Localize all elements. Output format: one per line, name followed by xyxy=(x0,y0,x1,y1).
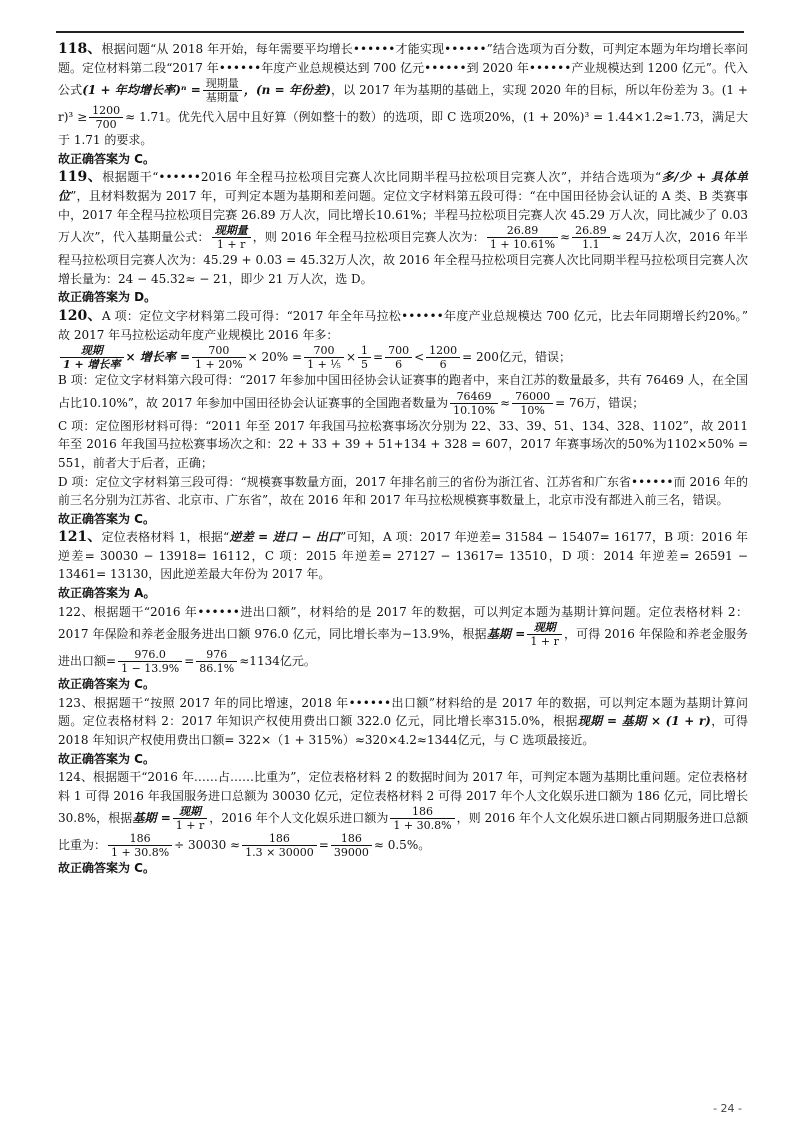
answer-line: 故正确答案为 C。 xyxy=(58,151,155,166)
fraction: $\frac{186}{1.3 \times 30000}$ xyxy=(242,832,317,859)
fraction: $\frac{700}{1 + 20\%}$ xyxy=(192,344,246,371)
question-119: 119、根据题干“••••••2016 年全程马拉松项目完赛人次比同期半程马拉松项目完赛人次”，并结合选项为“多/少 + 具体单位”，且材料数据为 2017 年，可判定本题为基期和差问题。定位文字材料第五段可得：“在中国田径协会认证的 A 类、B 类赛事中，2017 年全程马拉松项目完赛 26.89 万人次，同比增长10.61%；半程马拉松项目完赛人次 45.29 万人次，同比减少了 0.03 万人次”，代入基期量公式： $\frac{\text{现期量}}{1 + r}$ ，则 2016 年全程马拉松项目完赛人次为： $\frac{26.89}{1 + 10.61\%}$ ≈ $\frac{26.89}{1.1}$ ≈ 24万人次，2016 年半程马拉松项目完赛人次为：45.29 + 0.03 = 45.32万人次，故 2016 年全程马拉松项目完赛人次比同期半程马拉松项目完赛人次增长量为：24 − 45.32≈ − 21，即少 21 万人次，选 D。 xyxy=(58,169,749,286)
question-123: 123、根据题干“按照 2017 年的同比增速，2018 年••••••出口额”材料给的是 2017 年的数据，可以判定本题为基期计算问题。定位表格材料 2：2017 年知识产权使用费出口额 322.0 亿元，同比增长率315.0%，根据现期 = 基期 × (1 + r)，可得 2018 年知识产权使用费出口额= 322×（1 + 315%）≈320×4.2≈1344亿元，与 C 选项最接近。 xyxy=(58,695,748,748)
question-118: 118、根据问题“从 2018 年开始，每年需要平均增长••••••才能实现••••••”结合选项为百分数，可判定本题为年均增长率问题。定位材料第二段“2017 年••••••年度产业总规模达到 700 亿元••••••到 2020 年••••••产业规模达到 1200 亿元”。代入公式(1 + 年均增长率)ⁿ = $\frac{\text{现期量}}{\text{基期量}}$ ，(n = 年份差)，以 2017 年为基期的基础上，实现 2020 年的目标，所以年份差为 3。(1 + r)³ ≥ $\frac{1200}{700}$ ≈ 1.71。优先代入居中且好算（例如整十的数）的选项，即 C 选项20%，(1 + 20%)³ = 1.44×1.2≈1.73，满足大于 1.71 的要求。 xyxy=(58,41,748,148)
question-120-a: 120、A 项：定位文字材料第二段可得：“2017 年全年马拉松••••••年度产业总规模达 700 亿元，比去年同期增长约20%。” 故 2017 年马拉松运动年度产业规模比 2016 年多： $\frac{\text{现期}}{\text{1 + 增长率}}$ × 增长率 = $\frac{700}{1 + 20\%}$ × 20% = $\frac{700}{\text{1 + ⅕}}$ × $\frac{1}{5}$ = $\frac{700}{6}$ < $\frac{1200}{6}$ = 200亿元，错误； xyxy=(58,307,760,372)
question-120-d: D 项：定位文字材料第三段可得：“规模赛事数量方面，2017 年排名前三的省份为浙江省、江苏省和广东省••••••而 2016 年的前三名分别为江苏省、北京市、广东省”，故在 2016 年和 2017 年马拉松规模赛事数量上，北京市没有都进入前三名，错误。 xyxy=(58,474,748,508)
question-number: 118、 xyxy=(58,41,102,57)
question-120-c: C 项：定位图形材料可得：“2011 年至 2017 年我国马拉松赛事场次分别为 22、33、39、51、134、328、1102”，故 2011 年至 2016 年我国马拉松赛事场次之和：22 + 33 + 39 + 51+134 + 328 = 607，2017 年赛事场次的50%为1102×50% = 551，前者大于后者，正确； xyxy=(58,418,749,470)
fraction: $\frac{\text{现期}}{\text{1 + 增长率}}$ xyxy=(60,344,124,371)
fraction: $\frac{186}{39000}$ xyxy=(331,832,372,859)
fraction: $\frac{976.0}{1 - 13.9\%}$ xyxy=(118,648,182,675)
fraction: $\frac{1200}{700}$ xyxy=(89,104,123,131)
fraction: $\frac{\text{现期}}{1 + r}$ xyxy=(527,621,561,648)
fraction: $\frac{976}{86.1\%}$ xyxy=(196,648,237,675)
answer-line: 故正确答案为 C。 xyxy=(58,677,155,692)
header-rule xyxy=(56,31,744,33)
question-122: 122、根据题干“2016 年••••••进出口额”，材料给的是 2017 年的数据，可以判定本题为基期计算问题。定位表格材料 2：2017 年保险和养老金服务进出口额 976.0 亿元，同比增长率为−13.9%，根据基期 = $\frac{\text{现期}}{1 + r}$ ，可得 2016 年保险和养老金服务进出口额= $\frac{976.0}{1 - 13.9\%}$ = $\frac{976}{86.1\%}$ ≈1134亿元。 xyxy=(58,604,748,676)
answer-line: 故正确答案为 A。 xyxy=(58,586,156,601)
page-number: - 24 - xyxy=(713,1102,742,1115)
fraction: $\frac{1}{5}$ xyxy=(358,344,371,371)
answer-line: 故正确答案为 C。 xyxy=(58,751,155,766)
answer-line: 故正确答案为 C。 xyxy=(58,861,155,876)
question-121: 121、定位表格材料 1，根据“逆差 = 进口 − 出口”可知，A 项：2017 年逆差= 31584 − 15407= 16177，B 项：2016 年逆差= 30030 − 13918= 16112，C 项：2015 年逆差= 27127 − 13617= 13510，D 项：2014 年逆差= 26591 − 13461= 13130，因此逆差最大年份为 2017 年。 xyxy=(58,529,748,582)
fraction: $\frac{700}{6}$ xyxy=(385,344,412,371)
fraction: $\frac{76469}{10.10\%}$ xyxy=(450,390,498,417)
fraction: $\frac{76000}{10\%}$ xyxy=(512,390,553,417)
fraction: $\frac{186}{1 + 30.8\%}$ xyxy=(390,805,454,832)
question-number: 122、 xyxy=(58,604,94,619)
question-number: 119、 xyxy=(58,169,103,186)
fraction: $\frac{\text{现期}}{1 + r}$ xyxy=(173,805,207,832)
fraction: $\frac{186}{1 + 30.8\%}$ xyxy=(108,832,172,859)
question-124: 124、根据题干“2016 年……占……比重为”，定位表格材料 2 的数据时间为 2017 年，可判定本题为基期比重问题。定位表格材料 1 可得 2016 年我国服务进口总额为 30030 亿元，定位表格材料 2 可得 2017 年个人文化娱乐进口额为 186 亿元，同比增长30.8%，根据基期 = $\frac{\text{现期}}{1 + r}$ ，2016 年个人文化娱乐进口额为 $\frac{186}{1 + 30.8\%}$ ，则 2016 年个人文化娱乐进口额占同期服务进口总额比重为： $\frac{186}{1 + 30.8\%}$ ÷ 30030 ≈ $\frac{186}{1.3 \times 30000}$ = $\frac{186}{39000}$ ≈ 0.5%。 xyxy=(58,770,749,860)
question-number: 120、 xyxy=(58,307,102,324)
question-number: 123、 xyxy=(58,695,94,710)
fraction: $\frac{26.89}{1 + 10.61\%}$ xyxy=(487,224,558,251)
answer-explanations xyxy=(58,40,760,878)
answer-line: 故正确答案为 D。 xyxy=(58,290,157,305)
question-number: 121、 xyxy=(58,529,102,546)
fraction: $\frac{\text{现期量}}{\text{基期量}}$ xyxy=(203,77,242,104)
answer-line: 故正确答案为 C。 xyxy=(58,511,155,526)
fraction: $\frac{700}{\text{1 + ⅕}}$ xyxy=(304,344,344,371)
fraction: $\frac{\text{现期量}}{1 + r}$ xyxy=(212,224,251,251)
question-120-b: B 项：定位文字材料第六段可得：“2017 年参加中国田径协会认证赛事的跑者中，来自江苏的数量最多，共有 76469 人，在全国占比10.10%”，故 2017 年参加中国田径协会认证赛事的全国跑者数量为 $\frac{76469}{10.10\%}$ ≈ $\frac{76000}{10\%}$ = 76万，错误； xyxy=(58,373,748,417)
fraction: $\frac{26.89}{1.1}$ xyxy=(572,224,610,251)
fraction: $\frac{1200}{6}$ xyxy=(426,344,460,371)
question-number: 124、 xyxy=(58,770,94,785)
